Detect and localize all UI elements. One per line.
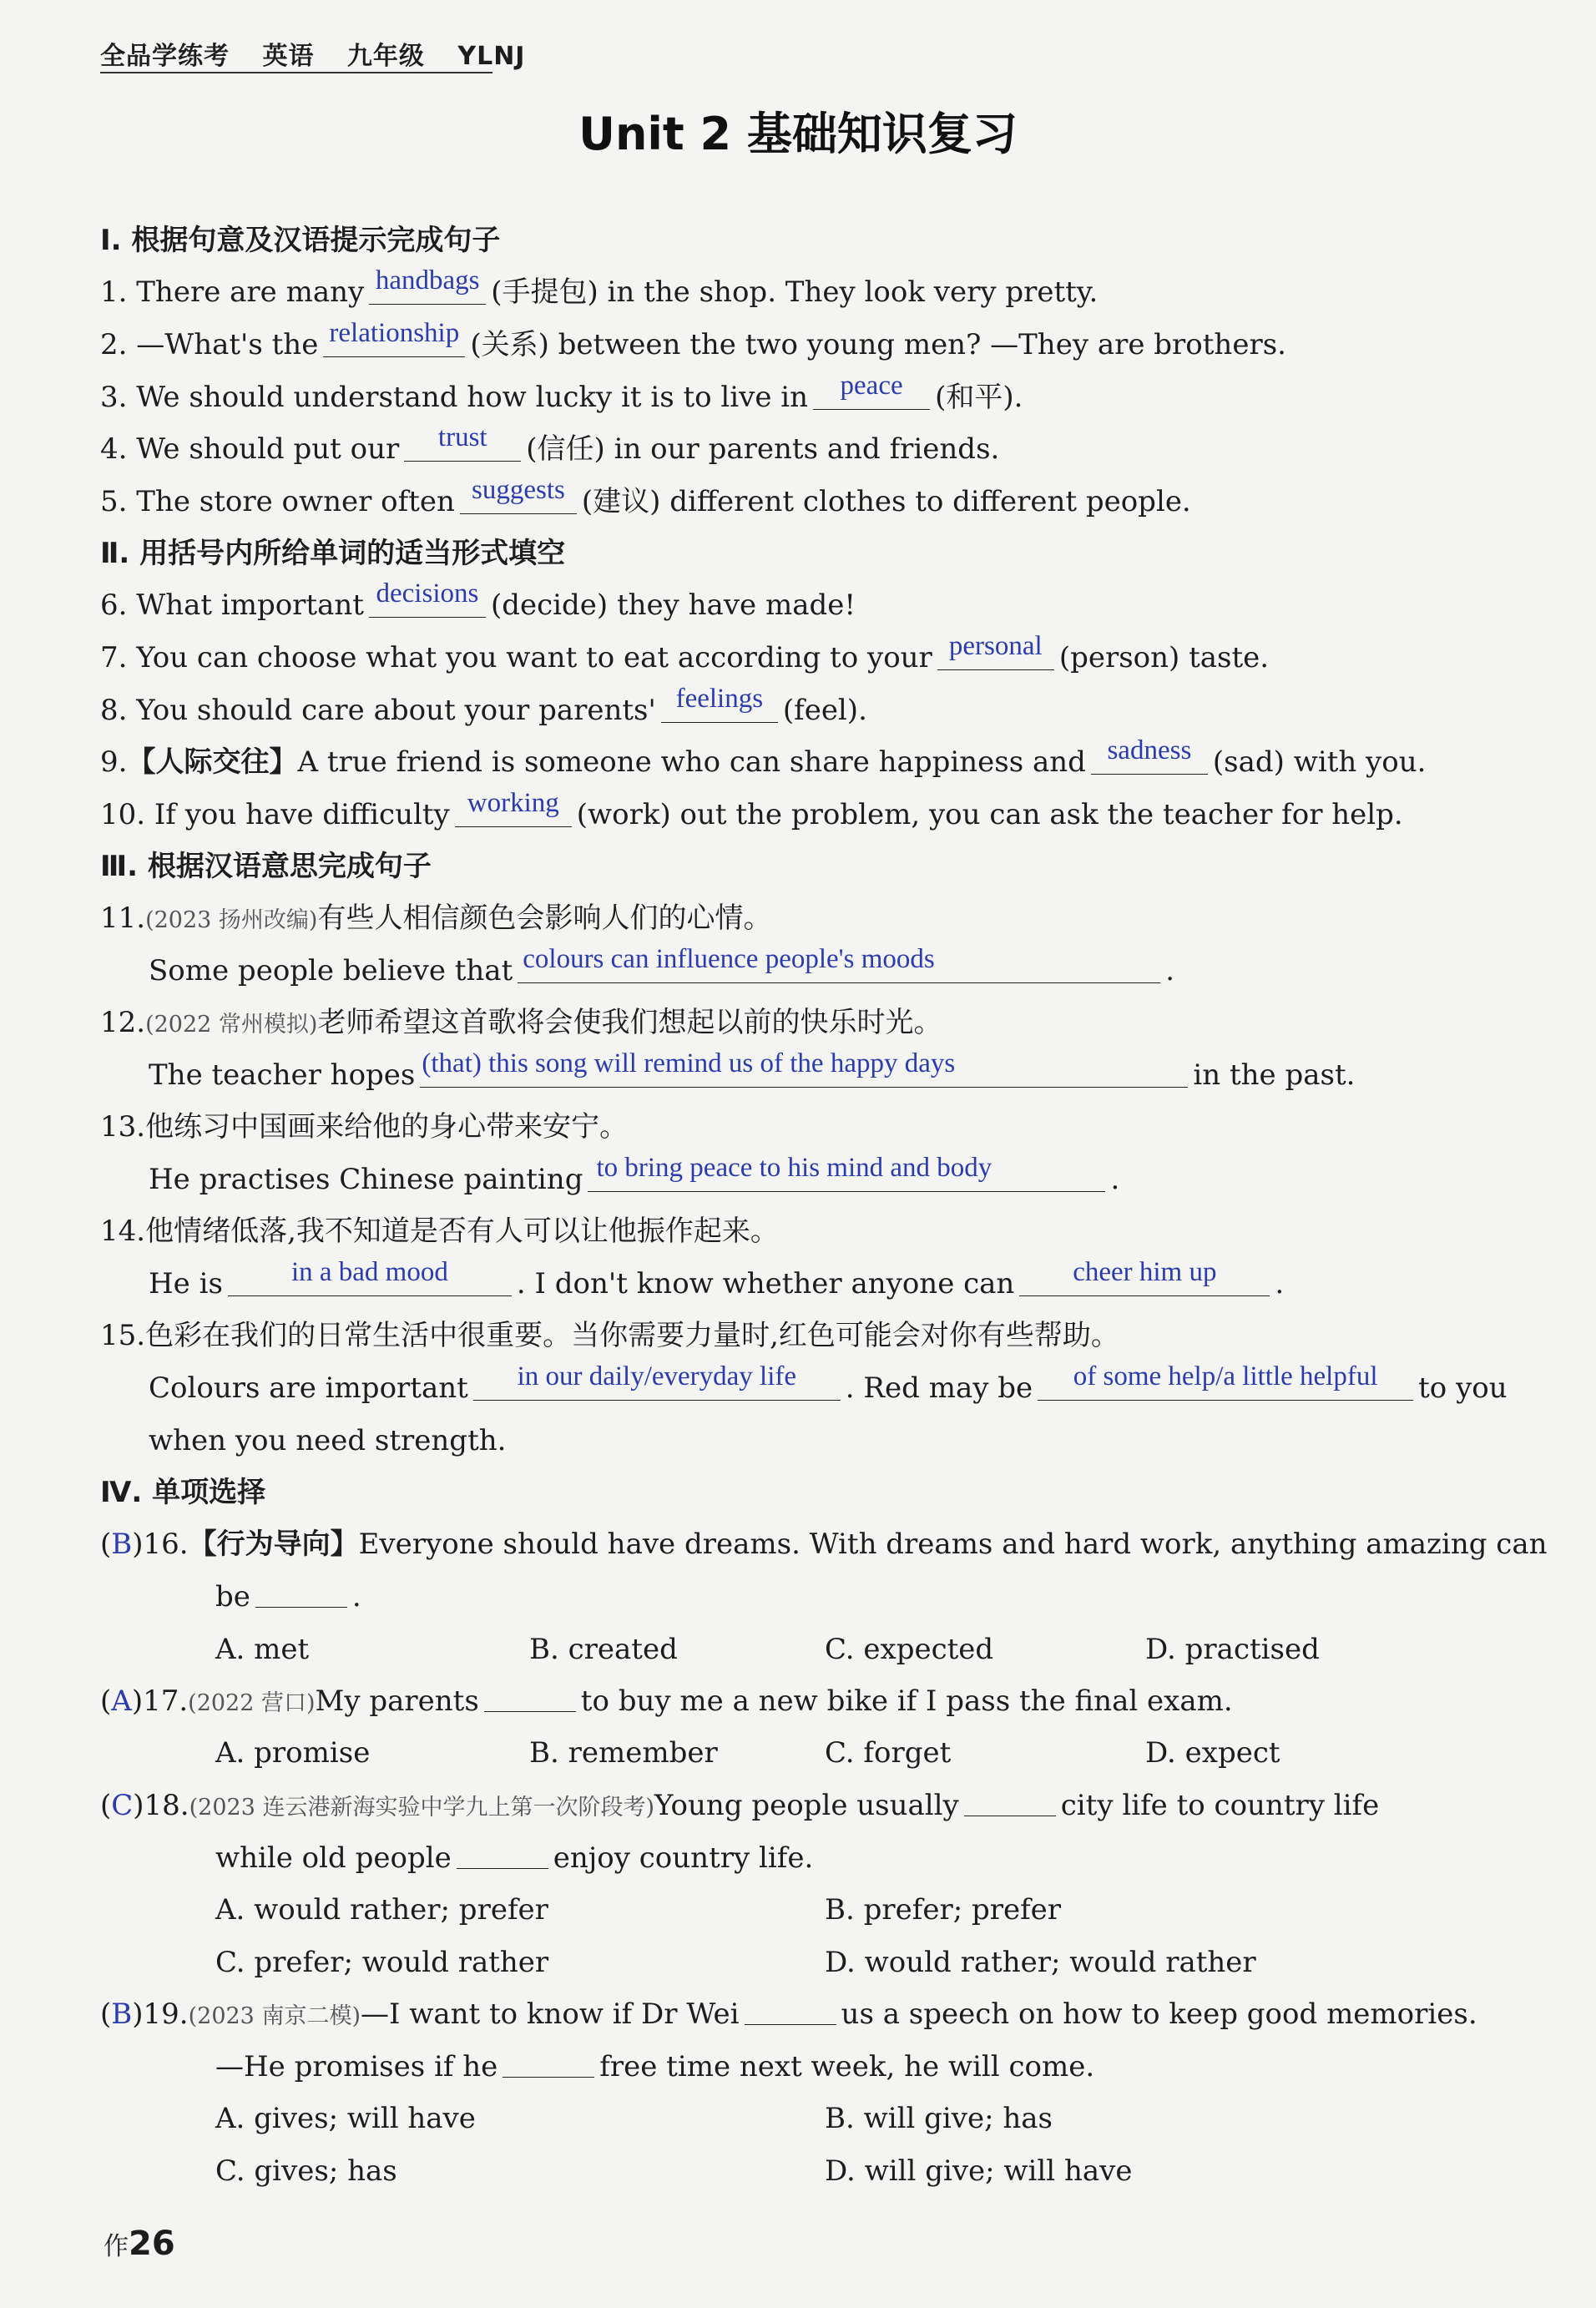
question-1: 1. There are many handbags (手提包) in the shop. They look very pretty. xyxy=(100,265,1099,309)
answer-gap xyxy=(745,1999,836,2025)
answer-text: relationship xyxy=(329,318,460,348)
section-4-heading: Ⅳ. 单项选择 xyxy=(100,1476,266,1509)
section-2-heading: Ⅱ. 用括号内所给单词的适当形式填空 xyxy=(100,537,566,570)
answer-text: in a bad mood xyxy=(290,1257,448,1287)
answer-gap xyxy=(457,1843,548,1869)
answer-blank[interactable] xyxy=(937,631,1054,670)
option-d[interactable]: D. practised xyxy=(1145,1633,1320,1666)
answer-text: of some help/a little helpful xyxy=(1073,1361,1378,1391)
option-d[interactable]: D. expect xyxy=(1145,1736,1280,1770)
question-10: 10. If you have difficulty working (work) out the problem, you can ask the teacher for help. xyxy=(100,788,1403,831)
page-title: Unit 2 基础知识复习 xyxy=(578,108,1018,160)
selected-choice[interactable]: A xyxy=(111,1684,132,1718)
question-6: 6. What important decisions (decide) they have made! xyxy=(100,578,856,622)
question-14-prompt: 14.他情绪低落,我不知道是否有人可以让他振作起来。 xyxy=(100,1215,779,1248)
option-c[interactable]: C. gives; has xyxy=(215,2154,397,2188)
answer-text: cheer him up xyxy=(1073,1257,1217,1287)
section-1-heading: Ⅰ. 根据句意及汉语提示完成句子 xyxy=(100,224,501,257)
answer-text: trust xyxy=(437,422,487,452)
option-b[interactable]: B. remember xyxy=(529,1736,718,1770)
option-d[interactable]: D. would rather; would rather xyxy=(825,1946,1256,1979)
option-a[interactable]: A. promise xyxy=(215,1736,371,1770)
question-13-answer: He practises Chinese painting to bring peace to his mind and body . xyxy=(149,1153,1120,1196)
answer-gap xyxy=(503,2052,594,2078)
answer-blank[interactable] xyxy=(455,788,572,827)
question-source: (2023 连云港新海实验中学九上第一次阶段考) xyxy=(189,1795,654,1821)
question-19-continued: —He promises if he free time next week, he will come. xyxy=(215,2050,1095,2083)
answer-gap xyxy=(964,1790,1056,1816)
answer-text: suggests xyxy=(471,475,565,505)
question-15-prompt: 15.色彩在我们的日常生活中很重要。当你需要力量时,红色可能会对你有些帮助。 xyxy=(100,1319,1119,1352)
answer-text: decisions xyxy=(376,578,479,609)
option-b[interactable]: B. will give; has xyxy=(825,2102,1053,2135)
option-b[interactable]: B. created xyxy=(529,1633,678,1666)
option-d[interactable]: D. will give; will have xyxy=(825,2154,1133,2188)
answer-text: handbags xyxy=(375,265,480,295)
question-source: (2023 扬州改编) xyxy=(145,907,318,933)
answer-blank[interactable] xyxy=(588,1153,1105,1192)
question-2: 2. —What's the relationship (关系) between the two young men? —They are brothers. xyxy=(100,318,1286,361)
topic-tag: 【行为导向】 xyxy=(188,1528,359,1561)
question-17: (A)17.(2022 营口)My parents to buy me a new bike if I pass the final exam. xyxy=(100,1684,1233,1718)
answer-blank[interactable] xyxy=(460,475,577,514)
header-edition: YLNJ xyxy=(457,42,526,71)
answer-blank[interactable] xyxy=(813,371,930,410)
header-series: 全品学练考 xyxy=(100,42,230,71)
answer-text: feelings xyxy=(675,684,764,714)
option-b[interactable]: B. prefer; prefer xyxy=(825,1893,1062,1927)
option-a[interactable]: A. met xyxy=(215,1633,310,1666)
question-3: 3. We should understand how lucky it is to live in peace (和平). xyxy=(100,371,1023,414)
question-7: 7. You can choose what you want to eat according to your personal (person) taste. xyxy=(100,631,1270,674)
question-11-answer: Some people believe that colours can influence people's moods . xyxy=(149,944,1175,987)
answer-text: personal xyxy=(948,631,1043,661)
answer-blank[interactable] xyxy=(1038,1361,1413,1401)
answer-gap xyxy=(484,1686,576,1712)
answer-text: colours can influence people's moods xyxy=(523,944,935,974)
option-a[interactable]: A. gives; will have xyxy=(215,2102,476,2135)
question-14-answer: He is in a bad mood . I don't know whether anyone can cheer him up . xyxy=(149,1257,1285,1300)
book-header xyxy=(100,35,548,72)
page-number xyxy=(104,2225,175,2263)
question-12-answer: The teacher hopes (that) this song will remind us of the happy days in the past. xyxy=(149,1048,1356,1092)
option-c[interactable]: C. forget xyxy=(825,1736,952,1770)
topic-tag: 【人际交往】 xyxy=(127,745,298,779)
answer-blank[interactable] xyxy=(369,265,486,305)
option-a[interactable]: A. would rather; prefer xyxy=(215,1893,548,1927)
selected-choice[interactable]: B xyxy=(111,1997,133,2031)
question-15-continued: when you need strength. xyxy=(149,1424,507,1457)
question-5: 5. The store owner often suggests (建议) different clothes to different people. xyxy=(100,475,1191,518)
answer-gap xyxy=(255,1582,347,1608)
question-18: (C)18.(2023 连云港新海实验中学九上第一次阶段考)Young people usually city life to country life xyxy=(100,1789,1380,1822)
answer-blank[interactable] xyxy=(369,578,486,618)
answer-text: sadness xyxy=(1107,735,1192,765)
answer-blank[interactable] xyxy=(473,1361,841,1401)
page-label: 作 xyxy=(104,2232,129,2261)
answer-blank[interactable] xyxy=(404,422,521,462)
question-18-continued: while old people enjoy country life. xyxy=(215,1841,814,1875)
option-c[interactable]: C. expected xyxy=(825,1633,994,1666)
answer-blank[interactable] xyxy=(228,1257,512,1296)
option-c[interactable]: C. prefer; would rather xyxy=(215,1946,549,1979)
answer-text: (that) this song will remind us of the happy days xyxy=(422,1048,956,1078)
section-3-heading: Ⅲ. 根据汉语意思完成句子 xyxy=(100,850,432,883)
answer-text: in our daily/everyday life xyxy=(517,1361,797,1391)
answer-text: peace xyxy=(840,371,903,401)
question-19: (B)19.(2023 南京二模)—I want to know if Dr Wei us a speech on how to keep good memories. xyxy=(100,1997,1477,2031)
answer-blank[interactable] xyxy=(1091,735,1208,775)
answer-text: working xyxy=(467,788,559,818)
header-underline xyxy=(100,72,492,73)
question-11-prompt: 11.(2023 扬州改编)有些人相信颜色会影响人们的心情。 xyxy=(100,901,772,935)
answer-blank[interactable] xyxy=(661,684,778,723)
answer-blank[interactable] xyxy=(323,318,465,357)
question-source: (2023 南京二模) xyxy=(188,2003,361,2029)
answer-text: to bring peace to his mind and body xyxy=(596,1153,992,1183)
selected-choice[interactable]: C xyxy=(111,1789,134,1822)
question-4: 4. We should put our trust (信任) in our parents and friends. xyxy=(100,422,1000,466)
question-12-prompt: 12.(2022 常州模拟)老师希望这首歌将会使我们想起以前的快乐时光。 xyxy=(100,1006,942,1039)
question-16: (B)16.【行为导向】Everyone should have dreams. With dreams and hard work, anything amazing can xyxy=(100,1528,1548,1561)
question-source: (2022 营口) xyxy=(188,1690,316,1716)
question-8: 8. You should care about your parents' feelings (feel). xyxy=(100,684,867,727)
header-grade: 九年级 xyxy=(346,42,425,71)
answer-blank[interactable] xyxy=(1019,1257,1270,1296)
question-source: (2022 常州模拟) xyxy=(145,1012,318,1038)
header-subject: 英语 xyxy=(262,42,315,71)
question-15-answer: Colours are important in our daily/everyday life . Red may be of some help/a little helpful to you xyxy=(149,1361,1508,1405)
selected-choice[interactable]: B xyxy=(111,1528,133,1561)
question-9: 9.【人际交往】A true friend is someone who can share happiness and sadness (sad) with you. xyxy=(100,735,1427,779)
page-number-value: 26 xyxy=(129,2225,175,2263)
question-16-continued: be . xyxy=(215,1580,361,1614)
question-13-prompt: 13.他练习中国画来给他的身心带来安宁。 xyxy=(100,1110,629,1144)
